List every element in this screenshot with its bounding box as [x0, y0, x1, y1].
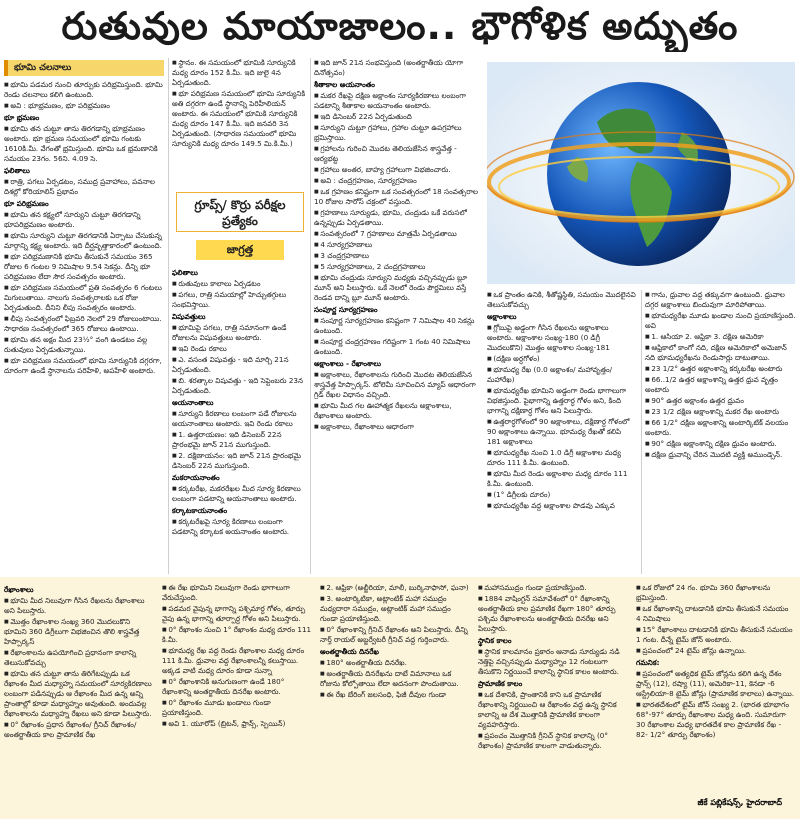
- paragraph: ■ 0° రేఖాంశం నుంచి 1° రేఖాంశం మధ్య దూరం 111 కి.మీ.: [162, 625, 312, 645]
- exam-special-box: గ్రూప్స్/ కొర్రు పరీక్షల ప్రత్యేకం: [176, 192, 304, 232]
- paragraph: ■ మొత్తం రేఖాంశాల సంఖ్య 360 మొదలుకొని భూమిని 360 డిగ్రీలుగా విభజించిన తొలి శాస్త్రవేత్త హిప్పార్కస్: [4, 617, 154, 647]
- subheading: ప్రామాణిక కాలం: [478, 679, 523, 688]
- paragraph: ■ భూమధ్యరేఖ నుంచి 1.0 డిగ్రీ అక్షాంశాల మధ్య దూరం 111 కి.మీ. ఉంటుంది.: [487, 448, 637, 468]
- paragraph: ■ కర్కటరేఖపై సూర్య కిరణాలు లంబంగా పడటాన్ని కర్కాటక అయనాంతం అంటారు.: [172, 517, 306, 537]
- paragraph: ■ భూమధ్యరేఖ భూమిని అడ్డంగా రెండు భాగాలుగా విభజిస్తుంది. పైభాగాన్ని ఉత్తరార్ధ గోళం అని, కింది భాగాన్ని దక్షిణార్ధ గోళం అని పిలుస్తారు.: [487, 386, 637, 416]
- section-heading: భూమి చలనాలు: [4, 60, 164, 76]
- subheading: అంతర్జాతీయ దినరేఖ: [320, 647, 379, 656]
- author-tag: జాగ్రత్త: [196, 240, 284, 260]
- paragraph: ■ ఒక రోజులో 24 గం. భూమి 360 రేఖాంశాలను భ్రమిస్తుంది.: [636, 583, 794, 603]
- paragraph: ■ లీపు సంవత్సరంలో ఫిబ్రవరి నెలలో 29 రోజులుంటాయి. సాధారణ సంవత్సరంలో 365 రోజులు ఉంటాయి.: [4, 314, 164, 334]
- paragraph: ■ గాను, ధ్రువాల వద్ద తక్కువగా ఉంటుంది. ధ్రువాల దగ్గర అక్షాంశాలు బిందువుగా మారిపోతాయి.: [645, 290, 796, 310]
- globe-illustration: [487, 62, 795, 284]
- column-2-top: [172, 58, 306, 190]
- paragraph: ■ ఒక గ్రహణం కనిష్టంగా ఒక సంవత్సరంలో 18 సంవత్సరాల 10 రోజుల సారోస్ చక్రంలో వస్తుంది.: [314, 187, 482, 207]
- paragraph: ■ ఇది డిసెంబర్ 22న ఏర్పడుతుంది: [314, 112, 482, 122]
- paragraph: ■ (1° డిగ్రీలకు దూరం): [487, 490, 637, 500]
- paragraph: ■ ఈ రేఖ భూమిని నిలువుగా రెండు భాగాలుగా వేరుచేస్తుంది.: [162, 583, 312, 603]
- paragraph: ■ రాత్రి, పగలు ఏర్పడటం, సముద్ర ప్రవాహాలు, పవనాల దిశల్లో కోరియాలిస్ ప్రభావం: [4, 177, 164, 197]
- subheading: ఫలితాలు: [4, 166, 30, 175]
- subheading: భూ పరిభ్రమణం: [4, 199, 49, 208]
- column-divider: [310, 58, 311, 574]
- paragraph: ■ 90° దక్షిణ అక్షాంశాన్ని దక్షిణ ధ్రువం అంటారు.: [645, 439, 796, 449]
- paragraph: ■ సూర్యుని చుట్టూ గ్రహాలు, గ్రహాల చుట్టూ ఉపగ్రహాలు భ్రమిస్తాయి.: [314, 123, 482, 143]
- column-1: [4, 58, 164, 574]
- bottom-column-4: [478, 583, 628, 815]
- bottom-column-5: [636, 583, 794, 793]
- paragraph: ■ ఇవి రెండు రకాలు: [172, 344, 306, 354]
- bottom-column-2: [162, 583, 312, 815]
- paragraph: ■ అవి : చంద్రగ్రహణం, సూర్యగ్రహణం: [314, 176, 482, 186]
- publisher-credit: జీకే పబ్లికేషన్స్, హైదరాబాద్: [697, 798, 782, 807]
- paragraph: ■ భూమి సూర్యుని చుట్టూ తిరగడానికి ఏర్పాటు చేసుకున్న మార్గాన్ని కక్ష్య అంటారు. ఇది దీర్ఘవృత్తాకారంలో ఉంటుంది.: [4, 231, 164, 251]
- subheading: భూ భ్రమణం: [4, 113, 40, 122]
- paragraph: ■ గ్రహాలను గురించి మొదట తెలియజేసిన శాస్త్రవేత్త - ఆర్యభట్ట: [314, 144, 482, 164]
- paragraph: ■ భూ పరిభ్రమణ సమయంలో భూమి సూర్యునికి అతి దగ్గరగా ఉండే స్థానాన్ని పెరిహీలియన్ అంటారు. ఈ సమయంలో భూమికి సూర్యునికి మధ్య దూరం 147 కి.మీ. ఇది జనవరి 3న ఏర్పడుతుంది. (సాధారణ సమయంలో భూమి సూర్యునికి మధ్య దూరం 149.5 మి.కి.మీ.): [172, 89, 306, 149]
- paragraph: ■ మకర రేఖపై దక్షిణ అక్షాంశం సూర్యకిరణాలు లంబంగా పడటాన్ని శీతాకాల అయనాంతం అంటారు.: [314, 91, 482, 111]
- paragraph: ■ గ్రహణాలు సూర్యుడు, భూమి, చంద్రుడు ఒకే వరుసలో ఉన్నప్పుడు ఏర్పడతాయి.: [314, 208, 482, 228]
- bottom-column-3: [320, 583, 470, 815]
- paragraph: ■ భూ పరిభ్రమణ సమయంలో ప్రతి సంవత్సరం 6 గంటలు మిగులుతాయి. నాలుగు సంవత్సరాలకు ఒక రోజు ఏర్పడుతుంది. దీనిని లీపు సంవత్సరం అంటారు.: [4, 283, 164, 313]
- paragraph: ■ భూమి తన చుట్టూ తాను తిరగడాన్ని భూభ్రమణం అంటారు. భూ భ్రమణ సమయంలో భూమి గంటకు 1610కి.మీ. వేగంతో భ్రమిస్తుంది. భూమి ఒక భ్రమణానికి సమయం 23గం. 56ని. 4.09 సె.: [4, 124, 164, 164]
- column-2-bottom: [172, 266, 306, 574]
- subheading: అక్షాంశాలు - రేఖాంశాలు: [314, 359, 381, 368]
- subheading: ఫలితాలు: [172, 268, 198, 277]
- paragraph: ■ భూమధ్య రేఖ వద్ద రెండు రేఖాంశాల మధ్య దూరం 111 కి.మీ. ధ్రువాల వద్ద రేఖాంశాలన్నీ కలుస్తాయి. అక్కడ వాటి మధ్య దూరం కూడా సున్నా: [162, 646, 312, 676]
- paragraph: ■ అక్షాంశాలు, రేఖాంశాలు ఆధారంగా: [314, 422, 482, 432]
- paragraph: ■ భూ పరిభ్రమణ సమయంలో భూమి సూర్యునికి దగ్గరగా, దూరంగా ఉండే స్థానాలను పరిహేళి, అపహేళి అంటారు.: [4, 356, 164, 376]
- subheading: అయనాంతాలు: [172, 398, 214, 407]
- paragraph: ■ భూమధ్య రేఖ (0.0 అక్షాంశం/ మహావృత్తం/ మహారేఖ): [487, 365, 637, 385]
- paragraph: ■ ఒక రేఖాంశాన్ని దాటడానికి భూమి తీసుకునే సమయం 4 నిమిషాలు: [636, 604, 794, 624]
- subheading: గమనిక:: [636, 658, 660, 667]
- paragraph: ■ 0° రేఖాంశం ప్రధాన రేఖాంశం/ గ్రీనిచ్ రేఖాంశం/ అంతర్జాతీయ కాల ప్రామాణిక రేఖ: [4, 720, 154, 740]
- paragraph: ■ గ్రహాలు అంతర, బాహ్య గ్రహాలుగా విభజించారు.: [314, 165, 482, 175]
- paragraph: ■ భూ పరిభ్రమణానికి భూమి తీసుకునే సమయం 365 రోజుల 6 గంటల 9 నిమిషాల 9.54 సెకన్లు. దీన్ని భూ పరిభ్రమణం లేదా సౌర సంవత్సరం అంటారు.: [4, 252, 164, 282]
- subheading: కర్కాటకాయనాంతం: [172, 506, 228, 515]
- column-divider: [168, 58, 169, 574]
- bottom-section: [0, 577, 800, 819]
- paragraph: ■ భూమి చంద్రుడు సూర్యుని మధ్యకు వచ్చినప్పుడు బ్లూ మూన్ అని పిలుస్తారు. ఒకే నెలలో రెండు పౌర్ణమిలు వస్తే రెండవ దాన్ని బ్లూ మూన్ అంటారు.: [314, 273, 482, 303]
- paragraph: ■ 5 సూర్యగ్రహణాలు, 2 చంద్రగ్రహణాలు: [314, 262, 482, 272]
- paragraph: ■ ఆఫ్రికాలో కాంగో నది, దక్షిణ అమెరికాలో అమెజాన్ నది భూమధ్యరేఖను రెండుసార్లు దాటుతాయి.: [645, 343, 796, 363]
- globe-image: [487, 62, 795, 284]
- paragraph: ■ భూమి తన అక్షం మీద 23½° వంగి ఉండటం వల్ల రుతువులు ఏర్పడుతున్నాయి.: [4, 335, 164, 355]
- paragraph: ■ భూమధ్యరేఖ వద్ద అక్షాంశాల పొడవు ఎక్కువ: [487, 501, 637, 511]
- paragraph: ■ 3 చంద్రగ్రహణాలు: [314, 251, 482, 261]
- paragraph: ■ కర్కటరేఖ, మకరరేఖల మీద సూర్య కిరణాలు లంబంగా పడటాన్ని అయనాంతాలు అంటారు.: [172, 484, 306, 504]
- subheading: సంపూర్ణ సూర్యగ్రహణం: [314, 305, 378, 314]
- subheading: విషువత్తులు: [172, 312, 206, 321]
- paragraph: ■ ఒక ప్రాంతం ఉనికి, శీతోష్ణస్థితి, సమయం మొదలైనవి తెలుసుకోవచ్చు: [487, 290, 637, 310]
- paragraph: ■ పగలు, రాత్రి సమయాల్లో హెచ్చుతగ్గులు సంభవిస్తాయి.: [172, 290, 306, 310]
- paragraph: ■ పడమర వైపున్న భాగాన్ని పశ్చిమార్ధ గోళం, తూర్పు వైపు ఉన్న భాగాన్ని తూర్పార్ధ గోళం అని పిలుస్తారు.: [162, 604, 312, 624]
- paragraph: ■ బి. శరత్కాల విషువత్తు - ఇది సెప్టెంబరు 23న ఏర్పడుతుంది.: [172, 376, 306, 396]
- paragraph: ■ 2. దక్షిణాయనం: ఇది జూన్ 21న ప్రారంభమై డిసెంబర్ 22న ముగుస్తుంది.: [172, 451, 306, 471]
- column-3: [314, 58, 482, 574]
- paragraph: ■ భూమి తన కక్ష్యలో సూర్యుని చుట్టూ తిరగడాన్ని భూపరిభ్రమణం అంటారు.: [4, 210, 164, 230]
- paragraph: ■ అవి 1. యూరోప్ (బ్రిటన్, ఫ్రాన్స్, స్పెయిన్): [162, 719, 312, 729]
- paragraph: ■ 1884 వాషింగ్టన్ సమావేశంలో 0° రేఖాంశాన్ని అంతర్జాతీయ కాల ప్రమాణిక రేఖగా 180° తూర్పు పశ్చిమ రేఖాంశాలను అంతర్జాతీయ దినరేఖ అని పిలుస్తారు.: [478, 594, 628, 634]
- subheading: మకరాయనాంతం: [172, 473, 220, 482]
- paragraph: ■ ఇది జూన్ 21న సంభవిస్తుంది (అంతర్జాతీయ యోగా దినోత్సవం): [314, 58, 482, 78]
- paragraph: ■ 66 1/2° దక్షిణ అక్షాంశాన్ని అంటార్కిటిక్ వలయం అంటారు.: [645, 418, 796, 438]
- paragraph: ■ 0° రేఖాంశం మూడు ఖండాలు గుండా ప్రయాణిస్తుంది.: [162, 698, 312, 718]
- paragraph: ■ దక్షిణ ధ్రువాన్ని చేరిన మొదటి వ్యక్తి అముండ్సెన్.: [645, 450, 796, 460]
- subheading: శీతాకాల అయనాంతం: [314, 80, 375, 89]
- paragraph: ■ 180° అంతర్జాతీయ దినరేఖ.: [320, 658, 470, 668]
- headline: రుతువుల మాయాజాలం.. భౌగోళిక అద్భుతం: [61, 4, 739, 48]
- paragraph: ■ సంపూర్ణ చంద్రగ్రహణం గరిష్టంగా 1 గంట 40 నిమిషాలు ఉంటుంది.: [314, 337, 482, 357]
- paragraph: ■ 1. ఆసియా 2. ఆఫ్రికా 3. దక్షిణ అమెరికా: [645, 332, 796, 342]
- paragraph: ■ భారతదేశంలో టైమ్ జోన్ సంఖ్య 2. (భారత భూభాగం 68°-97° తూర్పు రేఖాంశాల మధ్య ఉంది. సుమారుగా 30 రేఖాంశాల మధ్య భారతదేశ కాల ప్రామాణిక రేఖ - 82- 1/2° తూర్పు రేఖాంశం): [636, 700, 794, 740]
- paragraph: ■ 4 సూర్యగ్రహణాలు: [314, 240, 482, 250]
- paragraph: ■ అవి : భూభ్రమణం, భూ పరిభ్రమణం: [4, 101, 164, 111]
- paragraph: ■ భూమి తన చుట్టూ తాను తిరిగేటప్పుడు ఒక రేఖాంశం మీద మధ్యాహ్న సమయంలో సూర్యకిరణాలు లంబంగా పడినప్పుడు ఆ రేఖాంశం మీద ఉన్న అన్ని ప్రాంతాల్లో కూడా మధ్యాహ్నం అవుతుంది. అందువల్ల రేఖాంశాలను మధ్యాహ్న రేఖలు అని కూడా పిలుస్తారు.: [4, 669, 154, 719]
- paragraph: ■ సంవత్సరంలో 7 గ్రహణాలు మాత్రమే ఏర్పడతాయి: [314, 229, 482, 239]
- paragraph: ■ ప్రపంచం మొత్తానికి గ్రీనిచ్ స్థానిక కాలాన్ని (0° రేఖాంశం) ప్రామాణిక కాలంగా వాడుతున్నారు.: [478, 731, 628, 751]
- paragraph: ■ మహాసముద్రం గుండా ప్రయాణిస్తుంది.: [478, 583, 628, 593]
- column-4: [487, 290, 637, 574]
- paragraph: ■ 3. అంటార్కిటికా, అట్లాంటిక్ మహా సముద్రం మధ్యదారా సముద్రం, అట్లాంటిక్ మహా సముద్రం గుండా ప్రయాణిస్తుంది.: [320, 594, 470, 624]
- paragraph: ■ 1. ఉత్తరాయణం: ఇది డిసెంబర్ 22న ప్రారంభమై జూన్ 21న ముగుస్తుంది.: [172, 430, 306, 450]
- paragraph: ■ ఎ. వసంత విషువత్తు - ఇది మార్చి 21న ఏర్పడుతుంది.: [172, 355, 306, 375]
- paragraph: ■ అక్షాంశాలు, రేఖాంశాలను గురించి మొదట తెలియజేసిన శాస్త్రవేత్త హిప్పార్కస్. టోలెమీ సూచించిన మ్యాప్ ఆధారంగా గ్రిడ్ రేఖల విధానం వచ్చింది.: [314, 370, 482, 400]
- paragraph: ■ 90° ఉత్తర అక్షాంశం ఉత్తర ధ్రువం: [645, 396, 796, 406]
- paragraph: ■ 0° రేఖాంశాన్ని గ్రీనిచ్ రేఖాంశం అని పిలుస్తారు. దీన్ని నార్త్ రాయల్ అబ్జర్వేటరీ గ్రీనిచ్ వద్ద గుర్తించారు.: [320, 625, 470, 645]
- paragraph: ■ ఈ రేఖ బేరింగ్ జలసంధి, ఫిజీ దీవుల గుండా: [320, 690, 470, 700]
- paragraph: ■ స్థానిక కాలమానం ప్రకారం ఆనాడు సూర్యుడు నడి నెత్తిపై వచ్చినప్పుడు మధ్యాహ్నం 12 గంటలుగా తీసుకొని నిర్ణయించే కాలాన్ని స్థానిక కాలం అంటారు.: [478, 647, 628, 677]
- paragraph: ■ 66..1/2 ఉత్తర అక్షాంశాన్ని ఉత్తర ధ్రువ వృత్తం అంటారు: [645, 375, 796, 395]
- paragraph: ■ ప్రపంచంలో 24 టైమ్ జోన్లు ఉన్నాయి.: [636, 646, 794, 656]
- paragraph: ■ గ్లోబుపై అడ్డంగా గీసిన రేఖలను అక్షాంశాలు అంటారు. అక్షాంశాల సంఖ్య-180 (0 డిగ్రీ మొదలుకొని) మొత్తం అక్షాంశాల సంఖ్య-181: [487, 323, 637, 353]
- paragraph: ■ భూమి మీద గల ఊహాత్మక రేఖలను అక్షాంశాలు, రేఖాంశాలు అంటారు.: [314, 401, 482, 421]
- paragraph: ■ (దక్షిణ అర్ధగోళం): [487, 354, 637, 364]
- paragraph: ■ స్థానం. ఈ సమయంలో భూమికి సూర్యునికి మధ్య దూరం 152 కి.మీ. ఇది జులై 4న ఏర్పడుతుంది.: [172, 58, 306, 88]
- subheading: స్థానిక కాలం: [478, 636, 512, 645]
- subheading: అక్షాంశాలు: [487, 312, 517, 321]
- paragraph: ■ సంపూర్ణ సూర్యగ్రహణం కనిష్టంగా 7 నిమిషాల 40 సెకన్లు ఉంటుంది.: [314, 316, 482, 336]
- paragraph: ■ 23 1/2° ఉత్తర అక్షాంశాన్ని కర్కటరేఖ అంటారు: [645, 364, 796, 374]
- paragraph: ■ ఒక దేశానికి, ప్రాంతానికి కాని ఒక ప్రామాణిక రేఖాంశాన్ని నిర్ణయించి ఆ రేఖాంశం వద్ద ఉన్న స్థానిక కాలాన్ని ఆ దేశ మొత్తానికి ప్రామాణిక కాలంగా వ్యవహరిస్తారు.: [478, 690, 628, 730]
- paragraph: ■ 0° రేఖాంశానికి అనుగుణంగా ఉండే 180° రేఖాంశాన్ని అంతర్జాతీయ దినరేఖ అంటారు.: [162, 677, 312, 697]
- paragraph: ■ భూమి పడమర నుంచి తూర్పుకు పరిభ్రమిస్తుంది. భూమి రెండు చలనాలు కలిగి ఉంటుంది.: [4, 80, 164, 100]
- paragraph: ■ ఉత్తరార్ధగోళంలో 90 అక్షాంశాలు, దక్షిణార్ధ గోళంలో 90 అక్షాంశాలు ఉన్నాయి. భూమధ్య రేఖతో కలిపి 181 అక్షాంశాలు: [487, 417, 637, 447]
- paragraph: ■ భూమి మీద నిలువుగా గీసిన రేఖలను రేఖాంశాలు అని పిలుస్తారు.: [4, 596, 154, 616]
- bottom-column-1: [4, 583, 154, 815]
- paragraph: ■ 23 1/2 దక్షిణ అక్షాంశాన్ని మకర రేఖ అంటారు: [645, 407, 796, 417]
- paragraph: ■ ప్రపంచంలో అత్యధిక టైమ్ జోన్లను కలిగి ఉన్న దేశం ఫ్రాన్స్ (12), రష్యా (11), అమెరికా-11, కెనడా -6 ఆస్ట్రేలియా-8 టైమ్ జోన్లు (ప్రామాణిక కాలాలు) ఉన్నాయి.: [636, 669, 794, 699]
- paragraph: ■ రుతువులు కాలాలు ఏర్పడటం: [172, 279, 306, 289]
- paragraph: ■ భూమిపై పగలు, రాత్రి సమానంగా ఉండే రోజులను విషువత్తులు అంటారు.: [172, 323, 306, 343]
- column-divider: [641, 290, 642, 574]
- subheading: రేఖాంశాలు: [4, 585, 34, 594]
- paragraph: ■ 15° రేఖాంశాలు దాటడానికి భూమి తీసుకునే సమయం 1 గంట. దీన్నే టైమ్ జోన్ అంటారు.: [636, 625, 794, 645]
- paragraph: ■ అంతర్జాతీయ దినరేఖను దాటే విమానాలు ఒక రోజును కోల్పోతాయి లేదా అదనంగా పొందుతాయి.: [320, 669, 470, 689]
- paragraph: ■ భూమి మీద రెండు అక్షాంశాల మధ్య దూరం 111 కి.మీ. ఉంటుంది.: [487, 469, 637, 489]
- column-5: [645, 290, 796, 574]
- paragraph: ■ భూమధ్యరేఖ మూడు ఖండాల నుంచి ప్రయాణిస్తుంది. అవి: [645, 311, 796, 331]
- paragraph: ■ 2. ఆఫ్రికా (అల్జీరియా, మాలీ, బుర్కినాఫాసో, ఘనా): [320, 583, 470, 593]
- paragraph: ■ సూర్యుని కిరణాలు లంబంగా పడే రోజులను అయనాంతాలు అంటారు. ఇవి రెండు రకాలు: [172, 409, 306, 429]
- paragraph: ■ రేఖాంశాలను ఉపయోగించి ప్రధానంగా కాలాన్ని తెలుసుకోవచ్చు: [4, 648, 154, 668]
